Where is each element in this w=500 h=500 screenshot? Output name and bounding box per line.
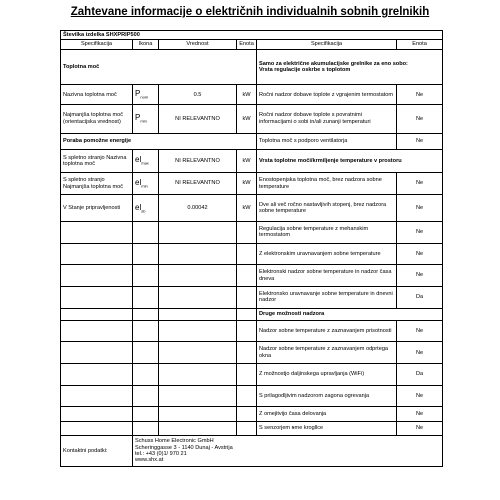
section-output-control: Vrsta toplotne moči/krmiljenje temperature v prostoru <box>257 150 443 173</box>
row-label: Toplotna moč s podporo ventilatorja <box>257 133 397 149</box>
row-unit: kW <box>237 85 257 105</box>
row-value: NI RELEVANTNO <box>159 105 237 134</box>
row-value: Ne <box>397 85 443 105</box>
row-symbol: $el_{max}$ <box>133 150 159 173</box>
section-aux-consumption: Poraba pomožne energije <box>61 133 257 149</box>
header-icon: Ikona <box>133 40 159 49</box>
row-value: 0.5 <box>159 85 237 105</box>
row-label: Nadzor sobne temperature z zaznavanjem prisotnosti <box>257 320 397 342</box>
row-value: Ne <box>397 195 443 222</box>
row-value: Ne <box>397 421 443 435</box>
row-label: S spletno stranjo Najmanjša toplotna moč <box>61 172 133 195</box>
header-unit-right: Enota <box>397 40 443 49</box>
row-value: Ne <box>397 265 443 287</box>
row-value: Ne <box>397 407 443 421</box>
row-label: Elektronski nadzor sobne temperature in nadzor časa dneva <box>257 265 397 287</box>
model-number: Številka izdelka SHXPRIP500 <box>61 31 443 40</box>
section-heat-output: Toplotna moč <box>61 49 257 85</box>
row-value: Ne <box>397 222 443 244</box>
row-label: Elektronsko uravnavanje sobne temperature in dnevni nadzor <box>257 286 397 308</box>
row-label: S spletno stranjo Nazivna toplotna moč <box>61 150 133 173</box>
contact-details <box>133 436 443 467</box>
row-label: Ročni nadzor dobave toplote z vgrajenim termostatom <box>257 85 397 105</box>
header-spec: Specifikacija <box>61 40 133 49</box>
header-spec-right: Specifikacija <box>257 40 397 49</box>
row-value: Ne <box>397 342 443 364</box>
row-symbol: $el_{min}$ <box>133 172 159 195</box>
row-value: Ne <box>397 105 443 134</box>
row-label: Enostopenjska toplotna moč, brez nadzora sobne temperature <box>257 172 397 195</box>
contact-street: Scheringgasse 3 - 1140 Dunaj - Avstrija <box>135 444 233 451</box>
row-symbol: $P_{min}$ <box>133 105 159 134</box>
spec-table <box>60 30 443 467</box>
row-label: Nazivna toplotna moč <box>61 85 133 105</box>
row-label: S senzorjem ꞩme krogllce <box>257 421 397 435</box>
row-label: Z omejitvijo časa delovanja <box>257 407 397 421</box>
contact-website: www.shx.at <box>135 457 164 464</box>
section-storage-heaters: Samo za električne akumulacijske grelnike za eno sobo: Vrsta regulacije oskrbe s toplotom <box>257 49 443 85</box>
page-title: Zahtevane informacije o električnih individualnih sobnih grelnikih <box>70 6 430 18</box>
row-value: Da <box>397 286 443 308</box>
contact-company: Schuss Home Electronic GmbH <box>135 438 214 445</box>
row-value: Ne <box>397 320 443 342</box>
row-label: V Stanje pripravljenosti <box>61 195 133 222</box>
row-label: Nadzor sobne temperature z zaznavanjem odprtega okna <box>257 342 397 364</box>
row-unit: kW <box>237 105 257 134</box>
row-label: Z možnostjo daljinskega upravljanja (WiFi) <box>257 364 397 386</box>
row-unit: kW <box>237 172 257 195</box>
row-value: Ne <box>397 243 443 265</box>
row-label: Regulacija sobne temperature z mehanskim termostatom <box>257 222 397 244</box>
header-value: Vrednost <box>159 40 237 49</box>
row-label: Ročni nadzor dobave toplote s povratnimi informacijami o sobi in/ali zunanji temperaturi <box>257 105 397 134</box>
contact-label: Kontaktni podatki: <box>61 436 133 467</box>
section-other-control: Druge možnosti nadzora <box>257 308 443 320</box>
row-unit: kW <box>237 195 257 222</box>
row-value: Da <box>397 364 443 386</box>
contact-phone: tel.: +43 (0)1/ 970 21 <box>135 451 187 458</box>
row-symbol: $P_{nom}$ <box>133 85 159 105</box>
row-label: S prilagodljivim nadzorom zagona ogrevanja <box>257 385 397 407</box>
row-value: NI RELEVANTNO <box>159 172 237 195</box>
row-label: Dve ali več ročno nastavljivih stopenj, brez nadzora sobne temperature <box>257 195 397 222</box>
header-unit: Enota <box>237 40 257 49</box>
row-value: NI RELEVANTNO <box>159 150 237 173</box>
row-symbol: $el_{sb}$ <box>133 195 159 222</box>
row-value: Ne <box>397 133 443 149</box>
row-value: Ne <box>397 385 443 407</box>
row-value: 0.00042 <box>159 195 237 222</box>
row-label: Z elektronskim uravnavanjem sobne temperature <box>257 243 397 265</box>
row-value: Ne <box>397 172 443 195</box>
row-label: Najmanjša toplotna moč (orientacijska vrednost) <box>61 105 133 134</box>
row-unit: kW <box>237 150 257 173</box>
